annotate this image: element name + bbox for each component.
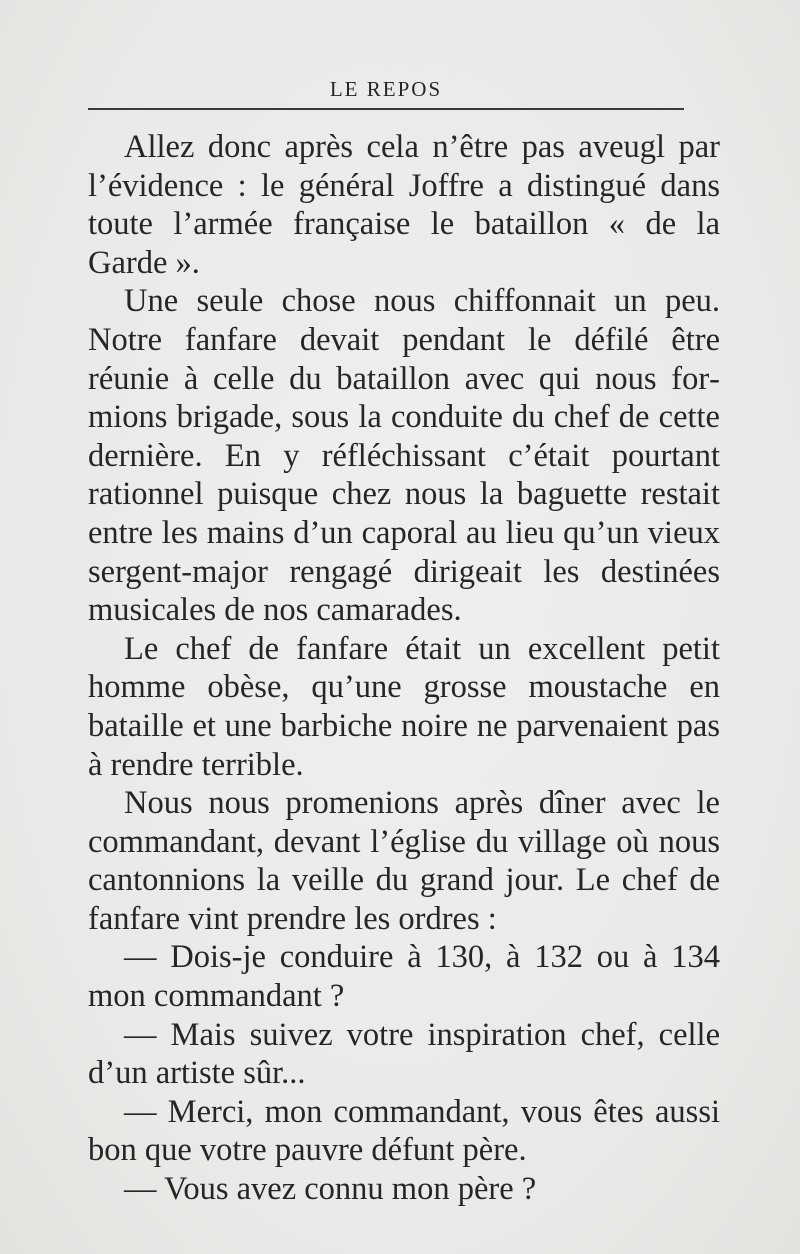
body-text <box>88 128 720 1209</box>
dialogue-line: — Vous avez connu mon père ? <box>124 1171 537 1208</box>
paragraph: Le chef de fanfare était un excellent petit homme obèse, qu’une grosse moustache en bataille et une barbiche noire ne parvenaient pas à rendre terrible. <box>88 630 720 783</box>
dialogue-line: — Merci, mon commandant, vous êtes aussi bon que votre pauvre défunt père. <box>88 1093 720 1169</box>
paragraph: Nous nous promenions après dîner avec le commandant, devant l’église du village où nous cantonnions la veille du grand jour. Le chef de fanfare vint prendre les ordres : <box>88 785 720 937</box>
dialogue-line: — Mais suivez votre inspiration chef, celle d’un artiste sûr... <box>88 1016 720 1092</box>
paragraph: Allez donc après cela n’être pas aveugl par l’évidence : le général Joffre a distingué dans toute l’armée française le bataillon « de la Garde ». <box>88 129 720 281</box>
paragraph: Une seule chose nous chiffonnait un peu. Notre fanfare devait pendant le défilé être réunie à celle du bataillon avec qui nous formions brigade, sous la conduite du chef de cette dernière. En y réfléchissant c’était pourtant rationnel puisque chez nous la baguette restait entre les mains d’un caporal au lieu qu’un vieux sergent-major rengagé dirigeait les destinées musicales de nos camarades. <box>88 283 720 629</box>
dialogue-line: — Dois-je conduire à 130, à 132 ou à 134 mon commandant ? <box>88 939 720 1015</box>
header-rule <box>88 108 684 110</box>
running-head: LE REPOS <box>329 77 443 101</box>
